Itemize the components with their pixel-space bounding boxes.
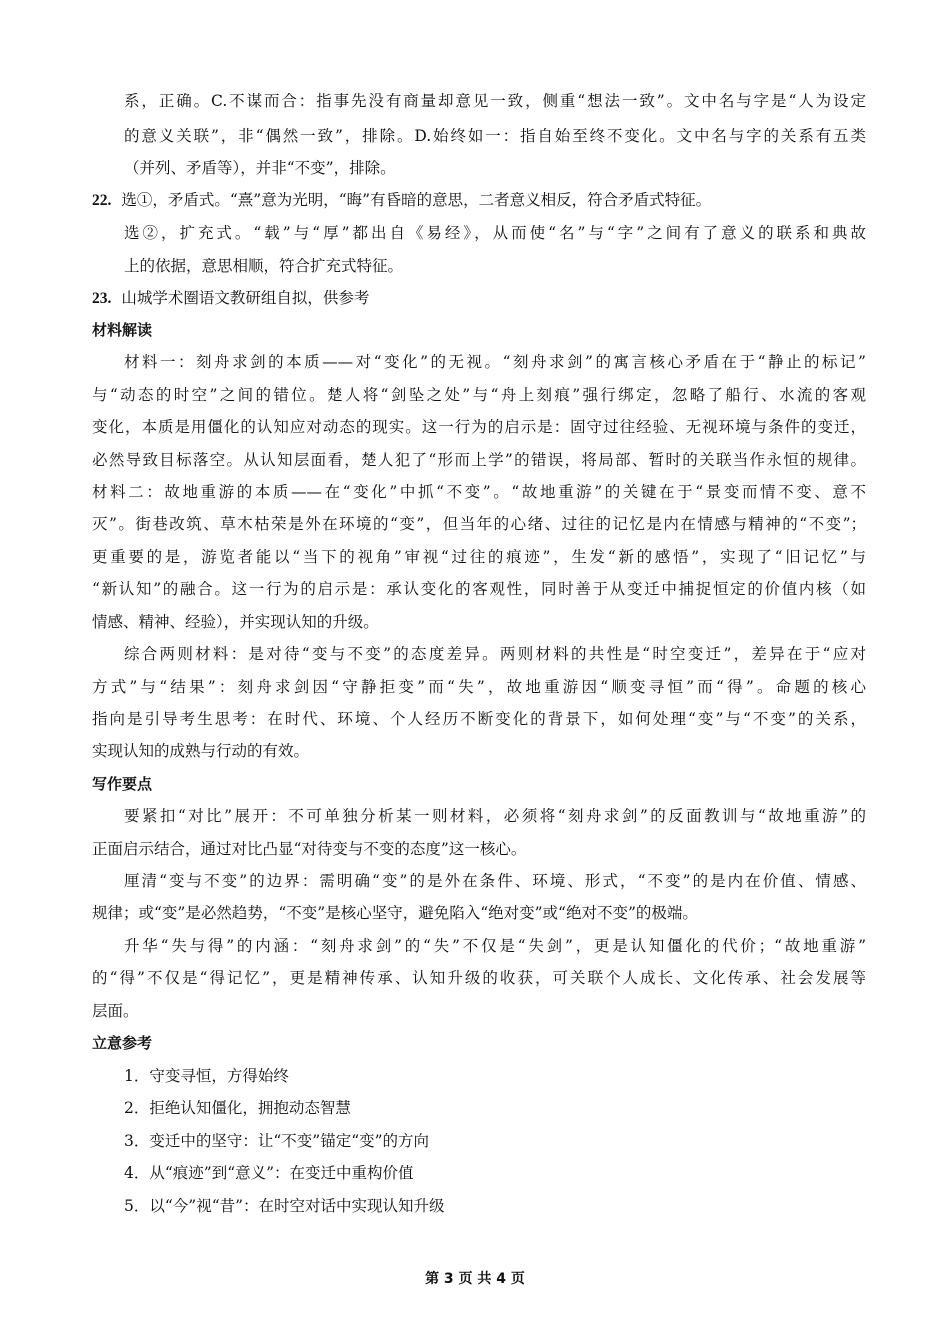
analysis-line-7: 更重要的是，游览者能以“当下的视角”审视“过往的痕迹”，生发“新的感悟”，实现了“旧记忆”与 xyxy=(92,548,866,566)
idea-item-4: 4．从“痕迹”到“意义”：在变迁中重构价值 xyxy=(124,1164,414,1182)
points-line-7: 层面。 xyxy=(92,1002,139,1020)
idea-item-3: 3．变迁中的坚守：让“不变”锚定“变”的方向 xyxy=(124,1132,430,1150)
analysis-line-8: “新认知”的融合。这一行为的启示是：承认变化的客观性，同时善于从变迁中捕捉恒定的价值内核（如 xyxy=(92,580,866,598)
analysis-line-6: 灭”。街巷改筑、草木枯荣是外在环境的“变”，但当年的心绪、过往的记忆是内在情感与精神的“不变”； xyxy=(92,515,866,533)
q21-line-3: （并列、矛盾等），并非“不变”，排除。 xyxy=(124,159,396,177)
analysis-line-2: 与“动态的时空”之间的错位。楚人将“剑坠之处”与“舟上刻痕”强行绑定，忽略了船行、水流的客观 xyxy=(92,386,866,404)
idea-item-2: 2．拒绝认知僵化，拥抱动态智慧 xyxy=(124,1099,351,1117)
q22-line-2: 选②，扩充式。“载”与“厚”都出自《易经》，从而使“名”与“字”之间有了意义的联系和典故 xyxy=(124,224,866,242)
analysis-line-5: 材料二：故地重游的本质——在“变化”中抓“不变”。“故地重游”的关键在于“景变而情不变、意不 xyxy=(92,483,866,501)
analysis-line-11: 方式”与“结果”：刻舟求剑因“守静拒变”而“失”，故地重游因“顺变寻恒”而“得”。命题的核心 xyxy=(92,678,866,696)
analysis-line-10: 综合两则材料：是对待“变与不变”的态度差异。两则材料的共性是“时空变迁”，差异在于“应对 xyxy=(124,645,866,663)
idea-item-1: 1．守变寻恒，方得始终 xyxy=(124,1067,289,1085)
q23-number: 23. xyxy=(92,290,112,307)
points-line-6: 的“得”不仅是“得记忆”，更是精神传承、认知升级的收获，可关联个人成长、文化传承、社会发展等 xyxy=(92,969,866,987)
analysis-line-12: 指向是引导考生思考：在时代、环境、个人经历不断变化的背景下，如何处理“变”与“不变”的关系， xyxy=(92,710,866,728)
q22-line-1 xyxy=(92,190,866,211)
points-line-1: 要紧扣“对比”展开：不可单独分析某一则材料，必须将“刻舟求剑”的反面教训与“故地重游”的 xyxy=(124,807,866,825)
points-line-5: 升华“失与得”的内涵：“刻舟求剑”的“失”不仅是“失剑”，更是认知僵化的代价；“故地重游” xyxy=(124,937,866,955)
idea-item-5: 5．以“今”视“昔”：在时空对话中实现认知升级 xyxy=(124,1197,445,1215)
points-line-3: 厘清“变与不变”的边界：需明确“变”的是外在条件、环境、形式，“不变”的是内在价值、情感、 xyxy=(124,872,866,890)
q21-line-2: 的意义关联”，非“偶然一致”，排除。D.始终如一：指自始至终不变化。文中名与字的关系有五类 xyxy=(124,127,866,145)
points-heading: 写作要点 xyxy=(92,775,153,793)
analysis-line-4: 必然导致目标落空。从认知层面看，楚人犯了“形而上学”的错误，将局部、暂时的关联当作永恒的规律。 xyxy=(92,451,866,469)
analysis-line-3: 变化，本质是用僵化的认知应对动态的现实。这一行为的启示是：固守过往经验、无视环境与条件的变迁， xyxy=(92,418,866,436)
ideas-heading: 立意参考 xyxy=(92,1034,153,1052)
q23-line xyxy=(92,288,866,309)
analysis-line-1: 材料一：刻舟求剑的本质——对“变化”的无视。“刻舟求剑”的寓言核心矛盾在于“静止的标记” xyxy=(124,353,866,371)
analysis-heading: 材料解读 xyxy=(92,321,153,339)
analysis-line-9: 情感、精神、经验），并实现认知的升级。 xyxy=(92,613,379,631)
q22-text-1: 选①，矛盾式。“熹”意为光明，“晦”有昏暗的意思，二者意义相反，符合矛盾式特征。 xyxy=(121,191,712,209)
page-number-footer: 第 3 页 共 4 页 xyxy=(425,1271,525,1287)
q22-number: 22. xyxy=(92,192,112,209)
points-line-4: 规律；或“变”是必然趋势，“不变”是核心坚守，避免陷入“绝对变”或“绝对不变”的极端。 xyxy=(92,904,698,922)
points-line-2: 正面启示结合，通过对比凸显“对待变与不变的态度”这一核心。 xyxy=(92,840,527,858)
analysis-line-13: 实现认知的成熟与行动的有效。 xyxy=(92,742,310,760)
q22-line-3: 上的依据，意思相顺，符合扩充式特征。 xyxy=(124,257,404,275)
q21-line-1: 系，正确。C.不谋而合：指事先没有商量却意见一致，侧重“想法一致”。文中名与字是“人为设定 xyxy=(124,92,866,110)
q23-intro: 山城学术圈语文教研组自拟，供参考 xyxy=(121,289,370,307)
